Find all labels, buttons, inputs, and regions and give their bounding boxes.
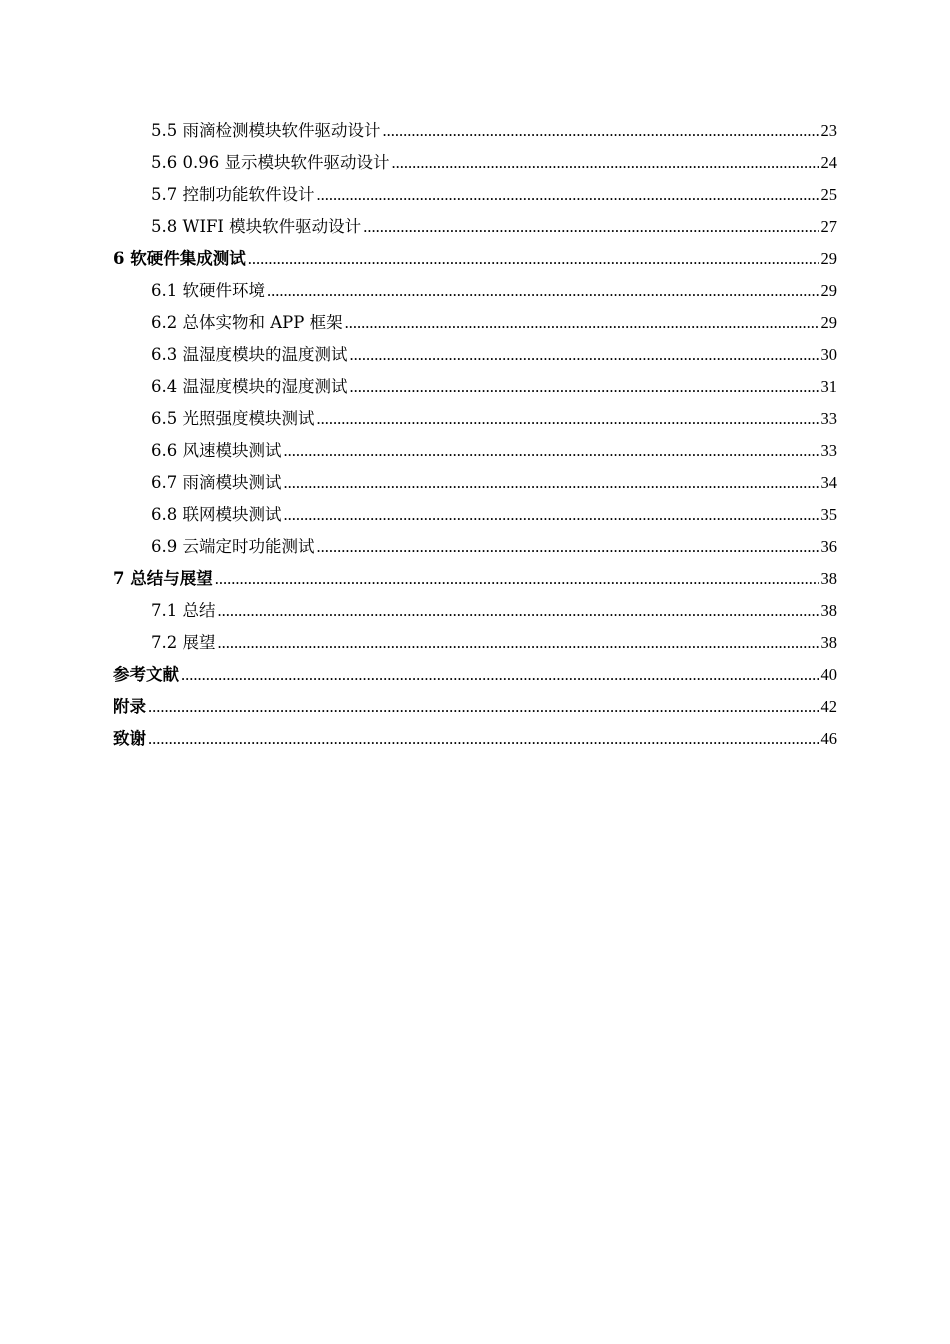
toc-dot-leader	[350, 371, 819, 403]
toc-dot-leader	[284, 499, 819, 531]
toc-entry-title: 附录	[113, 697, 146, 716]
toc-entry-title: 6.5 光照强度模块测试	[151, 409, 315, 428]
toc-entry-page: 34	[820, 473, 837, 492]
toc-entry-page: 38	[820, 633, 837, 652]
toc-dot-leader	[317, 179, 819, 211]
toc-dot-leader	[215, 563, 819, 595]
toc-entry-title: 5.7 控制功能软件设计	[151, 185, 315, 204]
toc-entry-title: 参考文献	[113, 665, 179, 684]
toc-dot-leader	[345, 307, 819, 339]
toc-entry-title: 6.4 温湿度模块的湿度测试	[151, 377, 348, 396]
toc-entry-6-2[interactable]	[113, 307, 837, 339]
toc-entry-6-1[interactable]	[113, 275, 837, 307]
toc-entry-page: 31	[820, 377, 837, 396]
toc-entry-6-5[interactable]	[113, 403, 837, 435]
toc-entry-6-4[interactable]	[113, 371, 837, 403]
toc-entry-title: 7 总结与展望	[113, 569, 213, 588]
toc-entry-appendix[interactable]	[113, 691, 837, 723]
toc-entry-5-7[interactable]	[113, 179, 837, 211]
toc-entry-page: 25	[820, 185, 837, 204]
toc-dot-leader	[148, 691, 819, 723]
toc-entry-title: 6.1 软硬件环境	[151, 281, 265, 300]
toc-entry-page: 38	[820, 601, 837, 620]
toc-dot-leader	[284, 467, 819, 499]
toc-entry-page: 23	[820, 121, 837, 140]
toc-dot-leader	[363, 211, 818, 243]
toc-entry-page: 38	[820, 569, 837, 588]
toc-entry-6-6[interactable]	[113, 435, 837, 467]
toc-entry-title: 致谢	[113, 729, 146, 748]
toc-entry-title: 5.8 WIFI 模块软件驱动设计	[151, 217, 362, 236]
toc-entry-7-2[interactable]	[113, 627, 837, 659]
toc-dot-leader	[267, 275, 819, 307]
toc-entry-title: 6.6 风速模块测试	[151, 441, 282, 460]
toc-dot-leader	[218, 595, 819, 627]
toc-entry-page: 30	[820, 345, 837, 364]
toc-entry-page: 29	[820, 281, 837, 300]
toc-entry-chapter-6[interactable]	[113, 243, 837, 275]
toc-entry-page: 36	[820, 537, 837, 556]
toc-entry-6-8[interactable]	[113, 499, 837, 531]
toc-entry-title: 5.6 0.96 显示模块软件驱动设计	[151, 153, 390, 172]
toc-dot-leader	[383, 115, 819, 147]
toc-entry-page: 35	[820, 505, 837, 524]
toc-entry-chapter-7[interactable]	[113, 563, 837, 595]
toc-entry-references[interactable]	[113, 659, 837, 691]
toc-entry-page: 42	[820, 697, 837, 716]
toc-dot-leader	[181, 659, 819, 691]
toc-entry-5-6[interactable]	[113, 147, 837, 179]
toc-entry-page: 29	[820, 313, 837, 332]
toc-entry-6-3[interactable]	[113, 339, 837, 371]
toc-entry-page: 33	[820, 409, 837, 428]
toc-dot-leader	[218, 627, 819, 659]
toc-entry-page: 24	[820, 153, 837, 172]
toc-entry-6-9[interactable]	[113, 531, 837, 563]
table-of-contents	[113, 115, 837, 755]
toc-dot-leader	[148, 723, 819, 755]
toc-dot-leader	[350, 339, 819, 371]
toc-entry-page: 29	[820, 249, 837, 268]
toc-entry-5-5[interactable]	[113, 115, 837, 147]
toc-entry-title: 6.9 云端定时功能测试	[151, 537, 315, 556]
toc-dot-leader	[248, 243, 819, 275]
toc-entry-title: 6.8 联网模块测试	[151, 505, 282, 524]
toc-entry-title: 6.2 总体实物和 APP 框架	[151, 313, 343, 332]
toc-entry-title: 6.3 温湿度模块的温度测试	[151, 345, 348, 364]
toc-entry-acknowledgements[interactable]	[113, 723, 837, 755]
toc-dot-leader	[317, 531, 819, 563]
toc-dot-leader	[284, 435, 819, 467]
toc-dot-leader	[391, 147, 818, 179]
toc-entry-page: 40	[820, 665, 837, 684]
toc-entry-7-1[interactable]	[113, 595, 837, 627]
toc-entry-title: 7.2 展望	[151, 633, 216, 652]
toc-entry-page: 46	[820, 729, 837, 748]
toc-entry-title: 6 软硬件集成测试	[113, 249, 246, 268]
toc-entry-title: 5.5 雨滴检测模块软件驱动设计	[151, 121, 381, 140]
toc-dot-leader	[317, 403, 819, 435]
toc-entry-6-7[interactable]	[113, 467, 837, 499]
toc-entry-title: 6.7 雨滴模块测试	[151, 473, 282, 492]
toc-entry-page: 27	[820, 217, 837, 236]
toc-entry-title: 7.1 总结	[151, 601, 216, 620]
toc-entry-5-8[interactable]	[113, 211, 837, 243]
toc-entry-page: 33	[820, 441, 837, 460]
